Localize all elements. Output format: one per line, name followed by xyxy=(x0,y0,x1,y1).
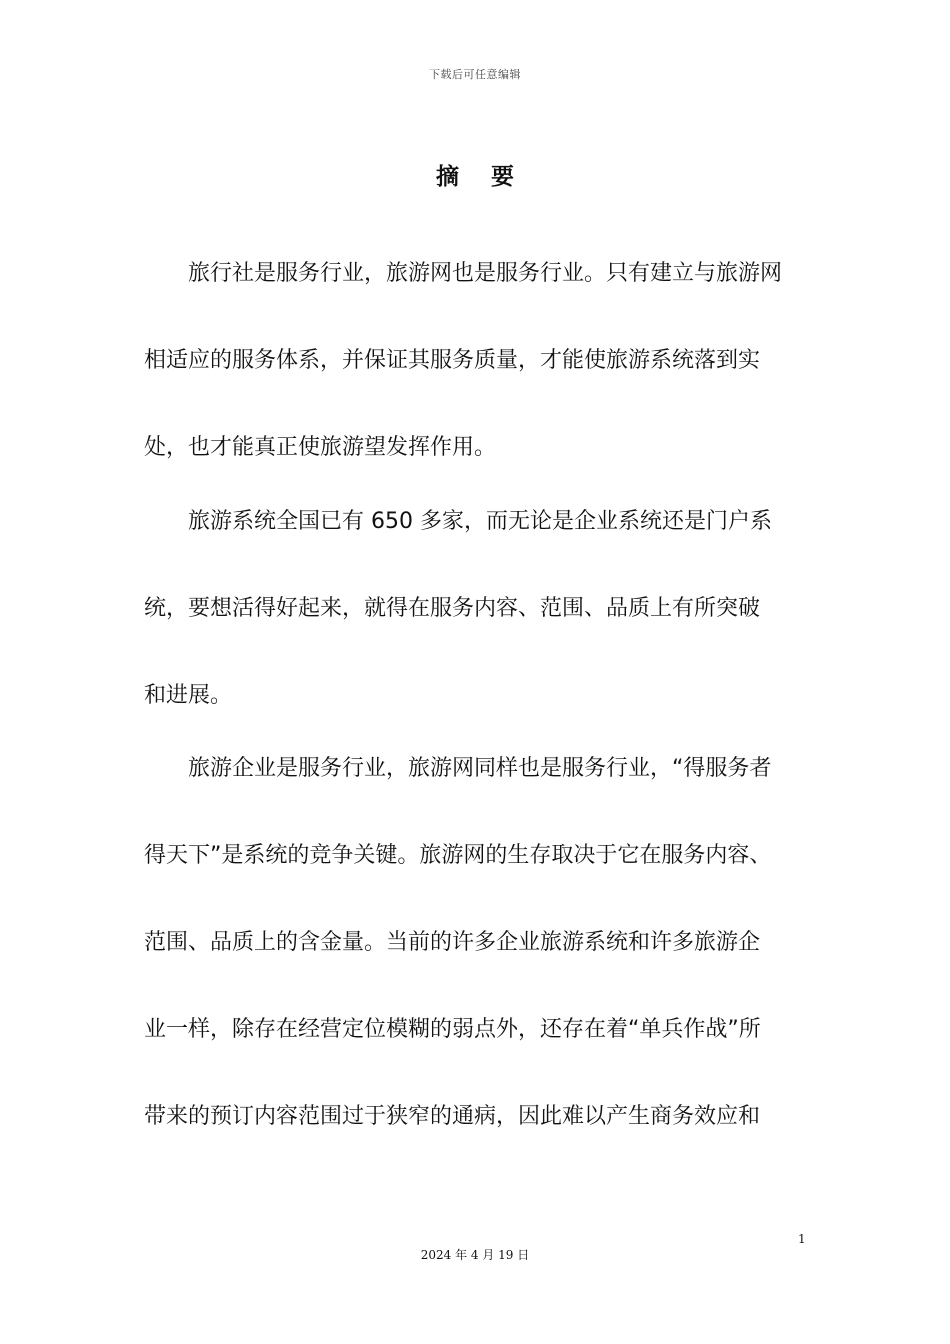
footer-date: 2024 年 4 月 19 日 xyxy=(420,1248,530,1262)
body-line: 范围、品质上的含金量。当前的许多企业旅游系统和许多旅游企 xyxy=(144,930,761,955)
body-line: 旅游系统全国已有 650 多家，而无论是企业系统还是门户系 xyxy=(144,509,772,534)
header-note: 下载后可任意编辑 xyxy=(429,68,521,81)
body-line: 处，也才能真正使旅游望发挥作用。 xyxy=(144,435,497,460)
body-line: 和进展。 xyxy=(144,683,233,708)
body-line: 统，要想活得好起来，就得在服务内容、范围、品质上有所突破 xyxy=(144,596,761,621)
body-line: 业一样，除存在经营定位模糊的弱点外，还存在着“单兵作战”所 xyxy=(144,1017,761,1042)
body-line: 带来的预订内容范围过于狭窄的通病，因此难以产生商务效应和 xyxy=(144,1104,761,1129)
body-line: 旅行社是服务行业，旅游网也是服务行业。只有建立与旅游网 xyxy=(144,261,783,286)
body-line: 得天下”是系统的竞争关键。旅游网的生存取决于它在服务内容、 xyxy=(144,843,772,868)
page-number: 1 xyxy=(798,1232,806,1246)
body-line: 旅游企业是服务行业，旅游网同样也是服务行业，“得服务者 xyxy=(144,756,772,781)
body-line: 相适应的服务体系，并保证其服务质量，才能使旅游系统落到实 xyxy=(144,348,761,373)
page-title: 摘 要 xyxy=(435,164,526,190)
